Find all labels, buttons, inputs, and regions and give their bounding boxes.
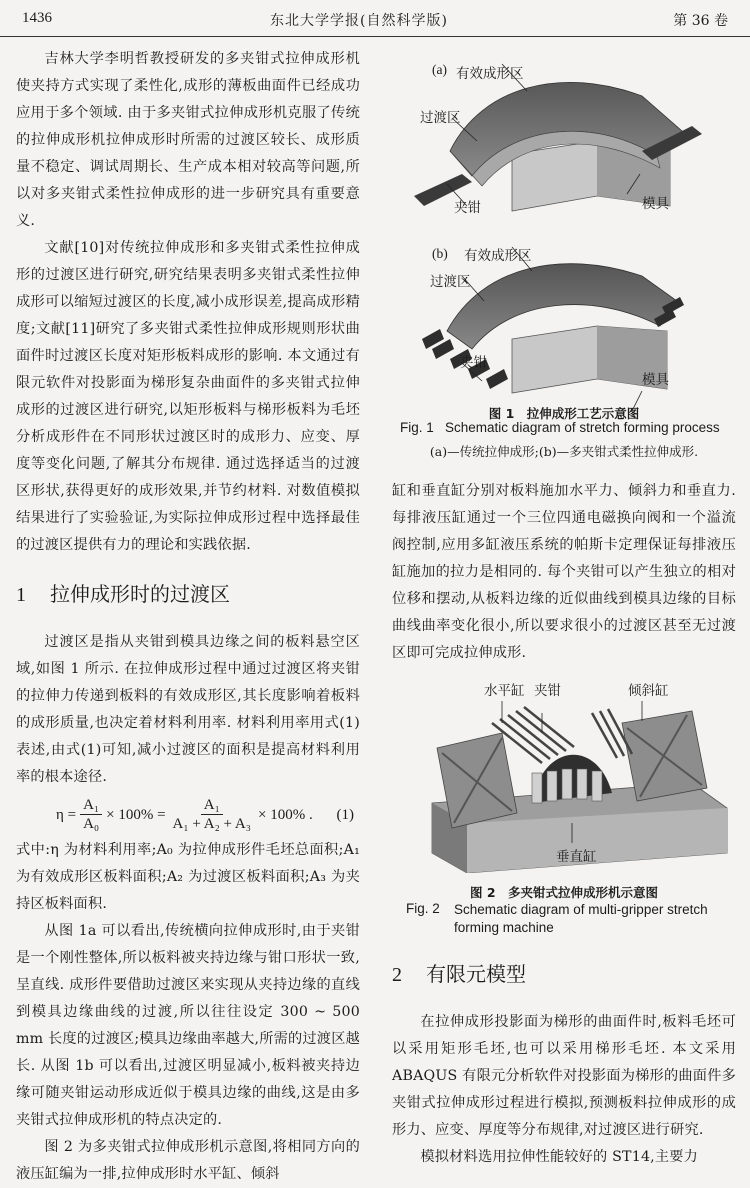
section-heading (392, 939, 736, 1009)
caption-prefix: Fig. 1 (400, 420, 434, 435)
label-gripper: 夹钳 (534, 683, 561, 699)
paragraph: 吉林大学李明哲教授研发的多夹钳式拉伸成形机使夹持方式实现了柔性化,成形的薄板曲面件已经成功应用于多个领域. 由于多夹钳式拉伸成形机克服了传统的拉伸成形机拉伸成形时所需的过渡区较长、成形质量不稳定、调试周期长、生产成本相对较高等问题,所以对多夹钳式柔性拉伸成形的进一步研究具有重要意义. (16, 51, 360, 229)
figure-2 (392, 675, 736, 933)
figure-1-caption-cn: 图 1 拉伸成形工艺示意图 (488, 406, 640, 421)
section-heading (16, 559, 360, 629)
eq-fraction (80, 797, 102, 833)
eq-denominator: A₁ + A₂ + A₃ (172, 816, 251, 832)
label-effective-zone: 有效成形区 (464, 248, 532, 264)
section-number: 2 (392, 964, 402, 986)
section-number: 1 (16, 584, 26, 606)
figure-1 (392, 46, 736, 459)
caption-text: Schematic diagram of multi-gripper stretch forming machine (454, 902, 708, 935)
page-number: 1436 (22, 10, 52, 26)
label-effective-zone: 有效成形区 (456, 66, 524, 82)
label-vertical-cylinder: 垂直缸 (556, 849, 597, 865)
label-inclined-cylinder: 倾斜缸 (628, 683, 669, 699)
journal-title: 东北大学学报(自然科学版) (270, 13, 448, 29)
equation-1 (16, 791, 360, 837)
panel-b-tag: (b) (432, 246, 448, 261)
label-die: 模具 (642, 196, 669, 212)
paragraph: 图 2 为多夹钳式拉伸成形机示意图,将相同方向的液压缸编为一排,拉伸成形时水平缸、倾斜 (16, 1139, 360, 1182)
volume-label: 第 36 卷 (673, 13, 728, 29)
caption-text: Schematic diagram of stretch forming process (445, 420, 720, 435)
paragraph: 文献[10]对传统拉伸成形和多夹钳式柔性拉伸成形的过渡区进行研究,研究结果表明多夹钳式柔性拉伸成形可以缩短过渡区的长度,减小成形误差,提高成形精度;文献[11]研究了多夹钳式柔性拉伸成形规则形状曲面件时过渡区长度对矩形板料成形的影响. 本文通过有限元软件对投影面为梯形复杂曲面件的多夹钳式拉伸成形的过渡区进行研究,以矩形板料与梯形板料为毛坯分析成形件在不同形状过渡区时的成形力、应变、厚度等变化问题,了解其分布规律. 通过选择适当的过渡区形状,获得更好的成形效果,并节约材料. 对数值模拟结果进行了实验验证,为实际拉伸成形过程中选择最佳的过渡区提供有力的理论和实践依据. (16, 240, 360, 553)
paragraph: 缸和垂直缸分别对板料施加水平力、倾斜力和垂直力. 每排液压缸通过一个三位四通电磁换向阀和一个溢流阀控制,应用多缸液压系统的帕斯卡定理保证每排液压缸施加的拉力是相同的. 每个夹钳可以产生独立的相对位移和摆动,从板料边缘的近似曲线到模具边缘的目标曲线曲率变化很小,所以要求很小的过渡区甚至无过渡区即可完成拉伸成形. (392, 483, 736, 661)
label-gripper: 夹钳 (454, 200, 481, 216)
eq-numerator: A₁ (201, 797, 223, 815)
eq-tail: × 100% . (258, 806, 313, 823)
label-transition-zone: 过渡区 (430, 274, 471, 290)
section-title: 有限元模型 (426, 962, 526, 986)
eq-lhs: η = (56, 806, 77, 823)
figure-2-caption-en (406, 901, 736, 937)
equation-number: (1) (336, 807, 354, 823)
label-gripper: 夹钳 (460, 355, 487, 371)
paragraph: 模拟材料选用拉伸性能较好的 ST14,主要力 (420, 1149, 699, 1165)
paragraph: 从图 1a 可以看出,传统横向拉伸成形时,由于夹钳是一个刚性整体,所以板料被夹持边缘与钳口形状一致,呈直线. 成形件要借助过渡区来实现从夹持边缘的直线到模具边缘曲线的过渡,所以往往设定 300 ~ 500 mm 长度的过渡区;模具边缘曲率越大,所需的过渡区越长. 从图 1b 可以看出,过渡区明显减小,板料被夹持边缘可随夹钳运动形成近似于模具边缘的曲线,这是由多夹钳式拉伸成形机的特点决定的. (16, 923, 360, 1128)
running-header (0, 0, 750, 37)
label-transition-zone: 过渡区 (420, 110, 461, 126)
figure-2-caption-cn: 图 2 多夹钳式拉伸成形机示意图 (469, 885, 659, 900)
left-column (16, 46, 360, 1188)
label-die: 模具 (642, 372, 669, 388)
panel-a-tag: (a) (432, 62, 447, 77)
eq-fraction (170, 797, 254, 833)
figure-1-subcaption: (a)—传统拉伸成形;(b)—多夹钳式柔性拉伸成形. (429, 444, 699, 459)
eq-denominator: A₀ (83, 816, 100, 832)
section-title: 拉伸成形时的过渡区 (50, 582, 230, 606)
caption-prefix: Fig. 2 (406, 901, 440, 916)
paragraph: 过渡区是指从夹钳到模具边缘之间的板料悬空区域,如图 1 所示. 在拉伸成形过程中通过过渡区将夹钳的拉伸力传递到板料的有效成形区,其长度影响着板料的成形质量,也决定着材料利用率. 材料利用率用式(1)表述,由式(1)可知,减小过渡区的面积是提高材料利用率的根本途径. (16, 634, 360, 785)
eq-mid: × 100% = (106, 806, 166, 823)
eq-numerator: A₁ (80, 797, 102, 815)
label-horizontal-cylinder: 水平缸 (484, 683, 525, 699)
paragraph: 式中:η 为材料利用率;A₀ 为拉伸成形件毛坯总面积;A₁ 为有效成形区板料面积;A₂ 为过渡区板料面积;A₃ 为夹持区板料面积. (16, 842, 360, 912)
paragraph: 在拉伸成形投影面为梯形的曲面件时,板料毛坯可以采用矩形毛坯,也可以采用梯形毛坯. 本文采用 ABAQUS 有限元分析软件对投影面为梯形的曲面件多夹钳式拉伸成形过程进行模拟,预测板料拉伸成形的成形力、应变、厚度等分布规律,对过渡区进行研究. (392, 1014, 736, 1138)
right-column (392, 46, 736, 1171)
figure-1-caption-en (400, 420, 736, 435)
